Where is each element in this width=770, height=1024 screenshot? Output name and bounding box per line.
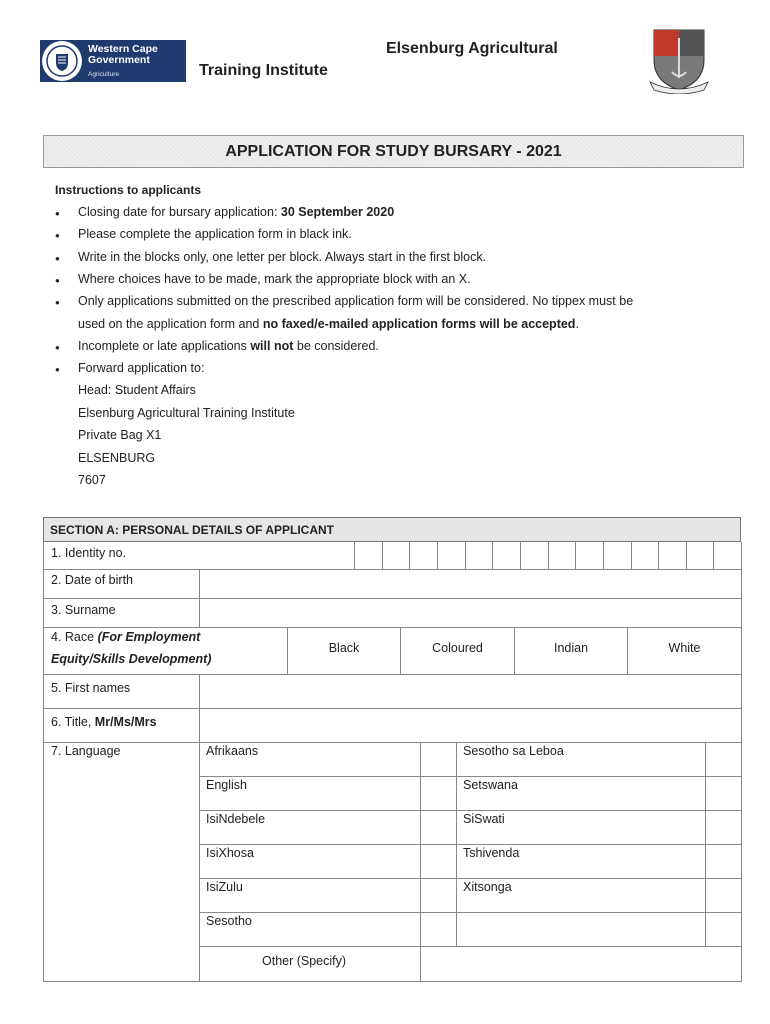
instruction-prescribed-2: used on the application form and no faxed/e-mailed application forms will be accepted.	[78, 317, 579, 331]
instruction-ink: Please complete the application form in black ink.	[78, 227, 352, 241]
language-other-field[interactable]	[421, 947, 741, 980]
language-tshivenda: Tshivenda	[463, 846, 520, 860]
address-line: 7607	[78, 473, 106, 487]
language-isindebele: IsiNdebele	[206, 812, 266, 826]
instruction-closing-date: Closing date for bursary application: 30 September 2020	[78, 205, 395, 219]
title-label: 6. Title, Mr/Ms/Mrs	[51, 715, 157, 729]
language-xitsonga: Xitsonga	[463, 880, 512, 894]
race-label: 4. Race (For Employment	[51, 630, 201, 644]
language-sesotho: Sesotho	[206, 914, 252, 928]
language-isixhosa: IsiXhosa	[206, 846, 254, 860]
table-border	[741, 542, 742, 981]
surname-field[interactable]	[200, 599, 740, 627]
bullet-icon: ●	[55, 343, 60, 352]
race-option-coloured[interactable]: Coloured	[432, 641, 483, 655]
language-sesotho-sa-leboa: Sesotho sa Leboa	[463, 744, 564, 758]
instruction-incomplete: Incomplete or late applications will not be considered.	[78, 339, 379, 353]
address-line: Private Bag X1	[78, 428, 162, 442]
section-a-header: SECTION A: PERSONAL DETAILS OF APPLICANT	[43, 517, 741, 542]
language-label: 7. Language	[51, 744, 121, 758]
first-names-field[interactable]	[200, 675, 740, 708]
language-english: English	[206, 778, 247, 792]
language-checkbox[interactable]	[421, 777, 456, 810]
language-checkbox[interactable]	[421, 811, 456, 844]
instruction-blocks: Write in the blocks only, one letter per block. Always start in the first block.	[78, 250, 487, 264]
bullet-icon: ●	[55, 231, 60, 240]
bullet-icon: ●	[55, 209, 60, 218]
race-option-black[interactable]: Black	[328, 641, 360, 655]
language-afrikaans: Afrikaans	[206, 744, 259, 758]
date-of-birth-field[interactable]	[200, 570, 740, 598]
language-setswana: Setswana	[463, 778, 518, 792]
address-line: Elsenburg Agricultural Training Institute	[78, 406, 295, 420]
elsenburg-crest-icon	[646, 26, 712, 94]
race-option-white[interactable]: White	[668, 641, 701, 655]
institute-title-line1: Elsenburg Agricultural	[386, 40, 558, 57]
western-cape-government-logo	[40, 40, 186, 82]
institute-title-line2: Training Institute	[199, 62, 328, 79]
language-checkbox[interactable]	[421, 845, 456, 878]
bullet-icon: ●	[55, 276, 60, 285]
instruction-forward: Forward application to:	[78, 361, 205, 375]
instructions-heading: Instructions to applicants	[55, 183, 202, 197]
instruction-choices: Where choices have to be made, mark the appropriate block with an X.	[78, 272, 471, 286]
bullet-icon: ●	[55, 254, 60, 263]
language-checkbox[interactable]	[421, 743, 456, 776]
language-other-label: Other (Specify)	[262, 954, 347, 968]
form-title: APPLICATION FOR STUDY BURSARY - 2021	[43, 135, 744, 168]
bullet-icon: ●	[55, 365, 60, 374]
language-checkbox[interactable]	[706, 845, 741, 878]
bullet-icon: ●	[55, 298, 60, 307]
first-names-label: 5. First names	[51, 681, 131, 695]
table-border	[43, 542, 44, 981]
logo-text-line3: Agriculture	[88, 70, 120, 78]
logo-text-line1: Western Cape	[88, 42, 158, 55]
identity-label: 1. Identity no.	[51, 546, 127, 560]
language-isizulu: IsiZulu	[206, 880, 243, 894]
language-checkbox[interactable]	[421, 913, 456, 946]
address-line: ELSENBURG	[78, 451, 156, 465]
race-label-line2: Equity/Skills Development)	[51, 652, 212, 666]
language-siswati: SiSwati	[463, 812, 505, 826]
instruction-prescribed-1: Only applications submitted on the prescribed application form will be considered. No tippex must be	[78, 294, 634, 308]
language-checkbox[interactable]	[421, 879, 456, 912]
surname-label: 3. Surname	[51, 603, 116, 617]
language-checkbox[interactable]	[706, 879, 741, 912]
address-line: Head: Student Affairs	[78, 383, 196, 397]
date-of-birth-label: 2. Date of birth	[51, 573, 133, 587]
coat-of-arms-icon	[42, 41, 82, 81]
race-option-indian[interactable]: Indian	[553, 641, 589, 655]
language-checkbox[interactable]	[706, 811, 741, 844]
language-checkbox[interactable]	[706, 777, 741, 810]
logo-text-line2: Government	[88, 53, 150, 66]
language-checkbox[interactable]	[706, 743, 741, 776]
title-field[interactable]	[200, 709, 740, 742]
